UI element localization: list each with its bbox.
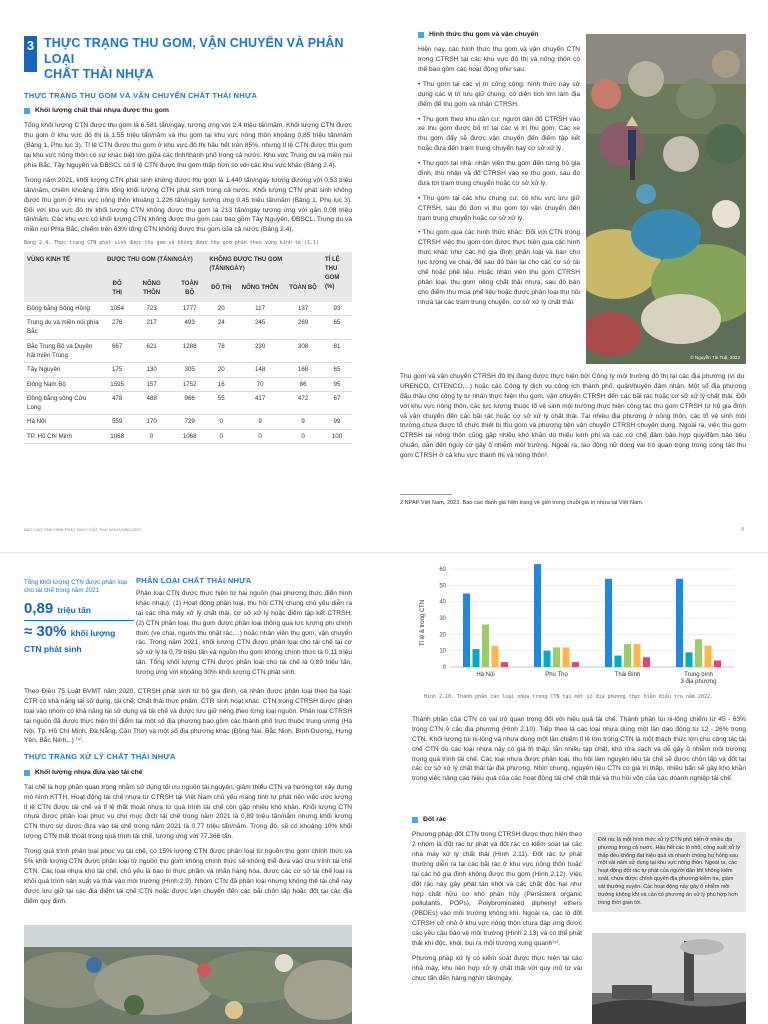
col-sub-urban: ĐÔ THỊ (104, 278, 130, 302)
paragraph: Phương pháp xử lý có kiểm soát được thực hiện tại các nhà máy, khu liên hợp xử lý chất thải với quy mô từ vài chục tấn đến hàng nghìn tấn/ngày. (412, 954, 582, 982)
bar (624, 644, 631, 667)
table-cell-c-rural: 723 (130, 302, 173, 316)
paragraph: Trong năm 2021, khối lượng CTN phát sinh không được thu gom là 1.440 tấn/ngày tương đương với 0,53 triệu tấn/năm, chiếm khoảng 18% tổng khối lượng CTN phát sinh trong cả nước. Khối lượng CTN phát sinh không được thu gom ở khu vực nông thôn khoảng 1.226 tấn/ngày tương ứng 0,45 triệu tấn/năm (Bảng 1, Phụ lục 3). Đối với khu vực đô thị khối lượng CTN không được thu gom là 213 tấn/ngày tương ứng với gần 0,08 triệu tấn/năm. Các khu vực có khối lượng CTN không được thu gom cao bao gồm Tây Nguyên, ĐBSCL, Trung du và miền núi Phía Bắc, chiếm trên 63% tổng CTN không được thu gom của cả nước (Bảng 2.4). (24, 176, 352, 234)
table-cell-n-total: 269 (284, 316, 322, 340)
bar (553, 647, 560, 667)
footnote-rule (400, 494, 452, 495)
bar (643, 657, 650, 667)
table-cell-n-rural: 0 (236, 429, 284, 443)
table-cell-n-rural: 70 (236, 377, 284, 391)
bar (501, 662, 508, 667)
table-cell-c-total: 1777 (173, 302, 207, 316)
stat-value: 0,89 triệu tấn (24, 599, 91, 617)
table-cell-region: TP. Hồ Chí Minh (24, 429, 104, 443)
col-header-region: VÙNG KINH TẾ (24, 252, 104, 302)
table-cell-region: Trung du và miền núi phía Bắc (24, 316, 104, 340)
col-sub-rural: NÔNG THÔN (236, 278, 284, 302)
table-cell-c-urban: 559 (104, 415, 130, 429)
chart-xlabels (476, 672, 716, 685)
table-row (24, 377, 352, 391)
table-cell-c-urban: 1054 (104, 302, 130, 316)
y-tick-label: 60 (439, 567, 446, 573)
footnote: 2 NPAP Việt Nam, 2023. Báo cáo đánh giá hiện trạng về giới trong chuỗi giá trị nhựa tại Việt Nam. (400, 500, 644, 506)
table-cell-n-rural: 9 (236, 415, 284, 429)
table-cell-n-rural: 417 (236, 391, 284, 415)
table-cell-c-total: 966 (173, 391, 207, 415)
y-tick-label: 0 (442, 665, 446, 671)
bar (534, 564, 541, 667)
bar (714, 660, 721, 667)
bar (634, 644, 641, 667)
sidebar-note: Đốt rác là một hình thức xử lý CTN phổ biến ở nhiều địa phương trong cả nước. Hầu hết các lò nhỏ, công suất xử lý thấp đều không đạt hiệu quả và nhanh chóng hư hỏng sau một vài năm sử dụng tại khu vực nông thôn. Ngoài ra, các hoạt động đốt rác tự phát của người dân khi không kiểm soát, chưa được chính quyền địa phương kiểm tra, giám sát thường xuyên. Các hoạt động này gây ô nhiễm môi trường không khí và cần có phương án xử lý phù hợp hơn trong thời gian tới. (592, 832, 746, 912)
table-cell-c-urban: 1595 (104, 377, 130, 391)
table-cell-n-urban: 20 (206, 302, 236, 316)
table-cell-c-urban: 478 (104, 391, 130, 415)
bar (695, 639, 702, 667)
table-cell-ratio: 99 (322, 415, 352, 429)
table-row (24, 391, 352, 415)
burn-block (412, 815, 582, 989)
classify-text (24, 589, 352, 683)
chapter-header (24, 36, 354, 83)
section-heading: THỰC TRẠNG THU GOM VÀ VẬN CHUYỂN CHẤT THẢI NHỰA (24, 91, 258, 100)
right-text-column (418, 30, 580, 313)
table-row (24, 415, 352, 429)
x-tick-label: Thái Bình (614, 672, 641, 678)
table-cell-c-total: 1752 (173, 377, 207, 391)
x-tick-label: Hà Nội (476, 672, 495, 678)
chapter-title: THỰC TRẠNG THU GOM, VẬN CHUYỂN VÀ PHÂN LOẠI CHẤT THẢI NHỰA (44, 36, 344, 82)
bullet-square-icon (418, 32, 424, 38)
table-cell-ratio: 65 (322, 363, 352, 377)
table-cell-n-total: 168 (284, 363, 322, 377)
table-cell-c-rural: 130 (130, 363, 173, 377)
photo-credit: © Nguyễn Tài Tuệ, 2022 (690, 355, 740, 360)
table-cell-n-urban: 78 (206, 339, 236, 363)
y-tick-label: 30 (439, 616, 446, 622)
subsection-heading: Khối lượng chất thải nhựa được thu gom (24, 106, 352, 116)
table-cell-ratio: 93 (322, 302, 352, 316)
region-table (24, 252, 352, 444)
bullet-item: • Thu gom qua các hình thức khác: Đối với CTN trong CTRSH việc thu gom còn được thực hiện qua các hình thức khác như các hộ gia đình phân loại và bán cho lực lượng ve chai, để sau đó bán lại cho các cơ sở tái chế hoặc phế liệu. Hoặc nhân viên thu gom CTRSH phân loại, thu gom riêng chất thải nhựa, sau đó bán cho điểm thu mua phế liệu hoặc được phân loại thu hồi nhựa tại các trạm trung chuyển, cơ sở xử lý chất thải. (418, 229, 580, 306)
table-cell-n-urban: 24 (206, 316, 236, 340)
paragraph: Hiện nay, các hình thức thu gom và vận chuyển CTN trong CTRSH tại các khu vực đô thị và nông thôn có thể bao gồm các hoạt động như sau: (418, 46, 580, 73)
table-cell-ratio: 100 (322, 429, 352, 443)
left-column (24, 90, 352, 444)
table-cell-n-urban: 55 (206, 391, 236, 415)
table-cell-ratio: 81 (322, 339, 352, 363)
bullet-square-icon (24, 770, 30, 776)
table-cell-region: Tây Nguyên (24, 363, 104, 377)
col-sub-total: TOÀN BỘ (284, 278, 322, 302)
table-cell-c-urban: 175 (104, 363, 130, 377)
photo-incinerator (592, 933, 746, 1024)
table-cell-c-rural: 488 (130, 391, 173, 415)
composition-block (412, 715, 746, 789)
paragraph: Phân loại CTN được thực hiện từ hai nguồn (hai phương thức điển hình khác nhau): (1) Hoạt động phân loại, thu hồi CTN chung chủ yếu diễn ra tại các nhà máy xử lý chất thải, cơ sở xử lý hoặc điểm tập kết CTRSH; (2) CTN phân loại, thu gom được phân loại thông qua lực lượng phi chính thức (ve chai, người thu nhặt rác,...) hoặc nhân viên thu gom, vận chuyển rác. Trong năm 2021, khối lượng CTN được phân loại cho tái chế tại cơ sở xử lý là 0,79 triệu tấn và nguồn thu gom không chính thức là 0,11 triệu tấn. Tổng khối lượng CTN được phân loại cho tái chế là 0,89 triệu tấn, tương ứng với khoảng 30% khối lượng CTN phát sinh. (136, 590, 352, 677)
chart-svg (414, 563, 744, 693)
bar (705, 646, 712, 667)
chart-ylabel: Tỉ lệ & trong CTN (420, 599, 426, 647)
paragraph: Tổng khối lượng CTN được thu gom là 6.581 tấn/ngày, tương ứng với 2,4 triệu tấn/năm. Khối lượng CTN được thu gom ở khu vực đô thị là 1,55 triệu tấn/năm và thu gom tại khu vực nông thôn khoảng 0,85 triệu tấn/năm (Bảng 1, Phụ lục 3). Tỉ lệ CTN được thu gom ở khu vực đô thị hầu hết trên 85%, nhưng tỉ lệ CTN được thu gom tại khu vực nông thôn có sự khác biệt lớn giữa các tỉnh/thành phố trong cả nước. Khu vực Trung du và miền núi phía Bắc, Tây Nguyên và ĐBSCL có tỉ lệ CTN được thu gom thấp hơn so với các khu vực khác (Bảng 2.4). (24, 122, 352, 169)
paragraph: Theo Điều 75 Luật BVMT năm 2020, CTRSH phát sinh từ hộ gia đình, cá nhân được phân loại theo ba loại: CTR có khả năng tái sử dụng, tái chế; Chất thải thực phẩm; CTR sinh hoạt khác. CTN trong CTRSH được phân loại vào nhóm có khả năng tái sử dụng và tái chế và được lưu giữ riêng theo từng loại nguồn. Phân loại CTRSH tại nguồn đã được thực hiện thí điểm tại một số địa phương bao gồm các thành phố trực thuộc trung ương (Hà Nội, Tp. Hồ Chí Minh, Đà Nẵng, Cần Thơ) và một số địa phương khác (Đồng Nai, Bắc Ninh, Bình Dương, Hưng Yên, Bắc Ninh,..) ⁽⁴⁾. (24, 688, 352, 745)
table-cell-n-urban: 0 (206, 415, 236, 429)
table-cell-c-total: 493 (173, 316, 207, 340)
table-cell-c-urban: 276 (104, 316, 130, 340)
col-sub-rural: NÔNG THÔN (130, 278, 173, 302)
col-header-collected: ĐƯỢC THU GOM (TẤN/NGÀY) (104, 252, 206, 278)
table-cell-region: Hà Nội (24, 415, 104, 429)
table-cell-n-urban: 16 (206, 377, 236, 391)
wide-paragraph-block (400, 372, 746, 466)
bullet-square-icon (24, 108, 30, 114)
table-cell-n-total: 0 (284, 429, 322, 443)
subsection-heading: Hình thức thu gom và vận chuyển (418, 30, 580, 40)
table-cell-c-total: 305 (173, 363, 207, 377)
table-cell-c-rural: 217 (130, 316, 173, 340)
table-row (24, 316, 352, 340)
table-cell-n-total: 472 (284, 391, 322, 415)
table-cell-n-urban: 20 (206, 363, 236, 377)
stat-label: Tổng khối lượng CTN được phân loại cho tái chế trong năm 2021 (24, 579, 128, 595)
paragraph: Thành phần của CTN có vai trò quan trọng đối với hiệu quả tái chế. Thành phần túi ni-lông chiếm từ 45 - 63% trong CTN ở các địa phương (Hình 2.10). Tiếp theo là các loại nhựa dùng một lần dao động từ 12 - 26% trong CTN. Khối lượng túi ni-lông và nhựa dùng một lần chiếm tỉ lệ lớn trong CTN là một thách thức lớn cho công tác tái chế CTN do các loại nhựa này có giá trị thấp, lẫn nhiều tạp chất, khó rửa sạch và dễ gây ô nhiễm môi trường trong quá trình tái chế. Các loại nhựa được phân loại, thu hồi làm nguyên liệu tái chế sẽ được chôn lấp và đốt tại các cơ sở xử lý chất thải tại địa phương. Nhìn chung, nguyên liệu CTN có giá trị thấp, nhiều bẩn sẽ gây khó khăn trong việc nâng cao hiệu quả của các hoạt động tái chế chất thải và thu hồi vốn của các doanh nghiệp tái chế. (412, 716, 746, 783)
plastic-composition-chart (414, 563, 744, 693)
table-cell-n-rural: 245 (236, 316, 284, 340)
bar (492, 646, 499, 667)
y-tick-label: 10 (439, 648, 446, 655)
bar (615, 656, 622, 667)
subsection-heading: Khối lượng nhựa đưa vào tái chế (24, 768, 352, 778)
bar (676, 579, 683, 667)
table-cell-n-rural: 148 (236, 363, 284, 377)
y-tick-label: 40 (439, 599, 446, 606)
section-heading: THỰC TRẠNG XỬ LÝ CHẤT THẢI NHỰA (24, 752, 176, 762)
bar (563, 647, 570, 667)
photo-waste-pile (24, 925, 352, 1024)
section-heading: PHÂN LOẠI CHẤT THẢI NHỰA (136, 576, 252, 585)
paragraph: Tái chế là hợp phần quan trọng nhằm sử dụng tối ưu nguồn tài nguyên, giảm thiểu CTN và hướng tới xây dựng mô hình KTTH. Hoạt động tái chế nhựa từ CTRSH tại Việt Nam chủ yếu mang tính tự phát nên việc ước lượng tỉ lệ CTN được tái chế và tỉ lệ thất thoát nhựa từ quá trình tái chế còn gặp nhiều khó khăn. Khối lượng CTN nhựa được phân loại phục vụ cho mục đích tái chế trong năm 2021 là 0,89 triệu tấn/năm nhưng khối lượng CTN thực sự được đưa vào tái chế trong năm 2021 là 0,77 triệu tấn/năm. Trong đó, sẽ có khoảng 10% khối lượng CTN thất thoát trong quá trình tái chế, tương ứng với 77.366 tấn. (24, 783, 352, 841)
table-cell-c-total: 1288 (173, 339, 207, 363)
table-cell-c-total: 729 (173, 415, 207, 429)
table-row (24, 363, 352, 377)
table-row (24, 429, 352, 443)
col-header-not-collected: KHÔNG ĐƯỢC THU GOM (TẤN/NGÀY) (206, 252, 322, 278)
bar (463, 594, 470, 668)
table-row (24, 302, 352, 316)
chart-bars (463, 564, 721, 667)
bar (482, 625, 489, 667)
chart-caption: Hình 2.10. Thành phần các loại nhựa trong CTN tại một số địa phương thực hiện điều tra năm 2022. (424, 694, 713, 700)
bullet-item: • Thu gom tại nhà: nhân viên thu gom đến từng hộ gia đình, thu nhận và đổ CTRSH vào xe thu gom, sau đó đưa tới trạm trung chuyển hoặc cơ sở xử lý. (418, 160, 580, 187)
x-tick-label: Trung bình 3 địa phương (680, 672, 717, 685)
table-caption: Bảng 2.4. Thực trạng CTN phát sinh được thu gom và không được thu gom phân theo vùng kinh tế (1.1) (24, 240, 320, 247)
running-footer: BÁO CÁO TÌNH HÌNH PHÁT SINH CHẤT THẢI NHỰA NĂM 2022 (24, 527, 141, 532)
table-cell-c-total: 1068 (173, 429, 207, 443)
left-lower-column (24, 687, 352, 911)
bullet-item: • Thu gom tại các vị trí công cộng: hình thức này sử dụng các vị trí lưu giữ chung, có diện tích lớn làm địa điểm để thu gom và nhận CTRSH. (418, 80, 580, 108)
chapter-number: 3 (24, 36, 37, 72)
bar (473, 649, 480, 667)
table-cell-ratio: 67 (322, 391, 352, 415)
bar (605, 579, 612, 667)
bar (572, 662, 579, 667)
table-cell-region: Đồng bằng sông Cửu Long (24, 391, 104, 415)
table-body (24, 302, 352, 444)
table-cell-n-rural: 117 (236, 302, 284, 316)
col-sub-total: TOÀN BỘ (173, 278, 207, 302)
table-cell-n-urban: 0 (206, 429, 236, 443)
table-cell-c-rural: 170 (130, 415, 173, 429)
table-cell-n-total: 9 (284, 415, 322, 429)
page-number: 8 (741, 527, 744, 533)
bullet-item: • Thu gom theo khu dân cư: người dân đổ CTRSH vào xe thu gom được bố trí tại các vị trí thu gom. Các xe thu gom đẩy sẽ được vận chuyển đến điểm tập kết hoặc đưa đến trạm trung chuyển hay cơ sở xử lý. (418, 115, 580, 153)
bullet-item: • Thu gom tại các khu chung cư: có khu vực lưu giữ CTRSH, sau đó đơn vị thu gom tới vận chuyển đến trạm trung chuyển hoặc cơ sở xử lý. (418, 194, 580, 222)
table-cell-region: Đồng bằng Sông Hồng (24, 302, 104, 316)
table-cell-ratio: 65 (322, 316, 352, 340)
subsection-heading: Đốt rác (412, 815, 582, 825)
paragraph: Phương pháp đốt CTN trong CTRSH được thực hiện theo 2 nhóm là đốt rác tự phát và đốt rác có kiểm soát tại các nhà máy xử lý chất thải (Hình 2.11). Đốt rác tự phát thường diễn ra tại các bãi rác ở khu vực nông thôn hoặc tại các hộ gia đình không được thu gom (Hình 2.12). Việc đốt rác này gây phát tán khói và các chất độc hại như hợp chất hữu cơ khó phân hủy (Persistent organic pollutants, POPs), Polybrominated diphenyl ethers (PBDEs) vào môi trường không khí. Ngoài ra, các lò đốt CTRSH cỡ nhỏ ở khu vực nông thôn chưa đáp ứng được các yêu cầu bảo vệ môi trường (Hình 2.13) và có thể phát thải khí độc, khói, bụi ra môi trường xung quanh⁽⁵⁾. (412, 831, 582, 947)
table-cell-c-urban: 667 (104, 339, 130, 363)
col-header-ratio: TỈ LỆ THU GOM (%) (322, 252, 352, 302)
table-row (24, 339, 352, 363)
page-lower (0, 552, 768, 1024)
table-cell-n-total: 137 (284, 302, 322, 316)
x-tick-label: Phú Thọ (545, 672, 568, 678)
table-cell-n-total: 308 (284, 339, 322, 363)
bar (544, 651, 551, 667)
paragraph: Trong quá trình phân loại phục vụ tái chế, có 15% lượng CTN được phân loại từ nguồn thu gom chính thức và 5% khối lượng CTN được phân loại từ nguồn thu gom không chính thức sẽ không thể đưa vào chu trình tái chế CTN. Các loại nhựa khó tái chế, chủ yếu là bao bì thực phẩm và nhãn hàng hóa, được các cơ sở tái chế loại ra khỏi quá trình sản xuất và thải vào môi trường (Hình 2.9). Nhóm CTN đã phân loại nhưng không thể tái chế này được lưu giữ tại các địa điểm tái chế CTN hoặc được vận chuyển đến các bãi chôn lấp hoặc đốt tại các địa điểm quy định. (24, 848, 352, 905)
paragraph: Thu gom và vận chuyển CTRSH đô thị đang được thực hiện bởi Công ty môi trường đô thị tại các địa phương (ví dụ: URENCO, CITENCO,...) hoặc các Công ty dịch vụ công ích thành phố, quận/huyện đảm nhận. Một số địa phương đấu thầu cho công ty tư nhân thực hiện thu gom, vận chuyển CTRSH đến các bãi rác hoặc cơ sở xử lý chất thải. Đối với khu vực nông thôn, các lực lượng thuộc tổ vệ sinh môi trường thực hiện công tác thu gom CTRSH từ hộ gia đình và vận chuyển đến các bãi rác hoặc cơ sở xử lý chất thải. Tại nhiều địa phương ở nông thôn, các tổ vệ sinh môi trường chưa được tổ chức thiết bị thu gom và phương tiện vận chuyển CTRSH chuyên dụng. Ngoài ra, việc thu gom CTRSH tại nông thôn cũng gặp nhiều khó khăn do thiếu kinh phí và các cơ chế đảm bảo hợp quy/đảm bảo tiêu chuẩn, dẫn đến nguy cơ gây ô nhiễm môi trường. Ngoài ra, lao động nữ đóng vai trò quan trọng trong công tác thu gom CTRSH ở cả khu vực thành thị và nông thôn². (400, 373, 746, 460)
stat-approx: ≈ 30% khối lượng CTN phát sinh (24, 622, 116, 655)
table-cell-c-rural: 157 (130, 377, 173, 391)
bar (686, 652, 693, 667)
photo-landfill-worker (586, 34, 746, 364)
table-cell-region: Bắc Trung Bộ và Duyên hải miền Trung (24, 339, 104, 363)
bullet-square-icon (412, 817, 418, 823)
table-cell-c-rural: 621 (130, 339, 173, 363)
y-tick-label: 50 (439, 583, 446, 590)
table-cell-c-urban: 1068 (104, 429, 130, 443)
table-cell-n-total: 86 (284, 377, 322, 391)
table-cell-ratio: 95 (322, 377, 352, 391)
table-cell-c-rural: 0 (130, 429, 173, 443)
table-cell-region: Đông Nam Bộ (24, 377, 104, 391)
table-cell-n-rural: 230 (236, 339, 284, 363)
y-tick-label: 20 (439, 632, 446, 639)
col-sub-urban: ĐÔ THỊ (206, 278, 236, 302)
